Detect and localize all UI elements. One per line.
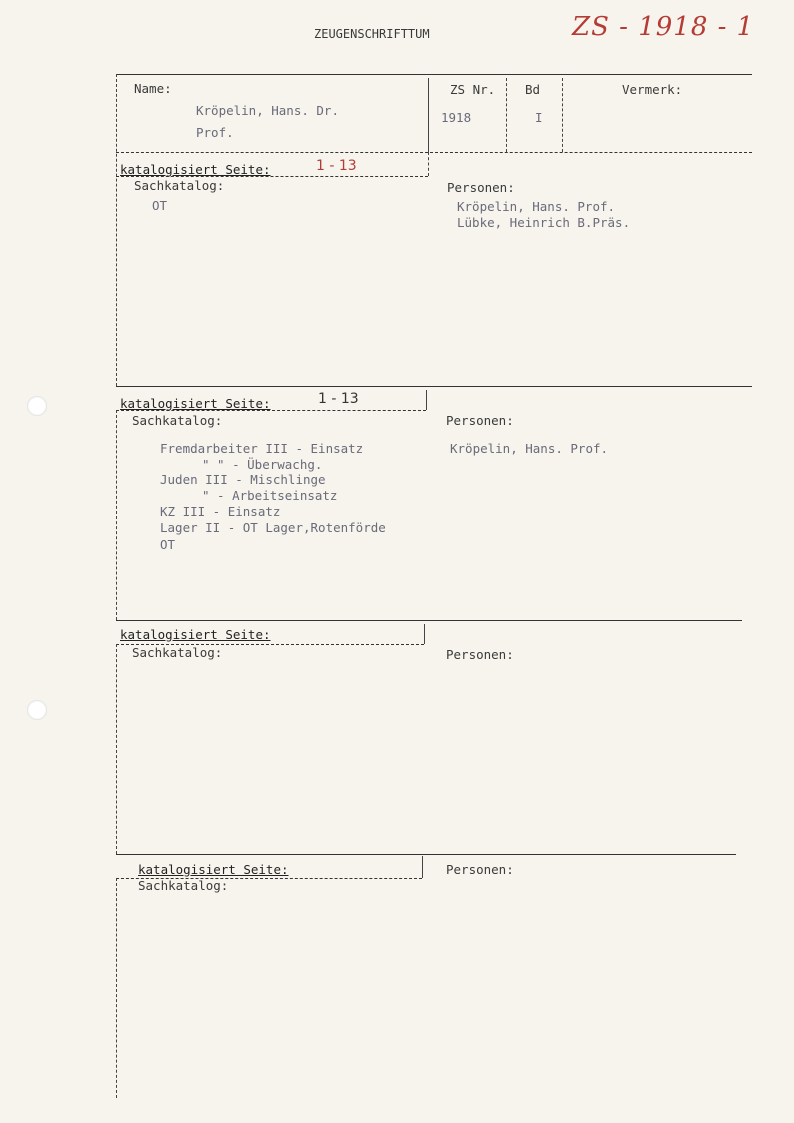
section4-katalog-label: katalogisiert Seite: <box>138 862 289 877</box>
section3-border-left <box>116 644 117 854</box>
section3-sach-label: Sachkatalog: <box>132 645 223 660</box>
handwritten-reference: ZS - 1918 - 1 <box>572 12 755 42</box>
section2-personen-label: Personen: <box>446 413 514 428</box>
section4-border-left <box>116 878 117 1098</box>
section2-person-1: Kröpelin, Hans. Prof. <box>450 441 609 456</box>
name-line-2: Prof. <box>196 125 234 140</box>
page-title: ZEUGENSCHRIFTTUM <box>314 27 430 41</box>
name-label: Name: <box>134 81 172 96</box>
section1-sach-item-1: OT <box>152 198 168 213</box>
top-table-border-bottom <box>116 152 752 153</box>
section3-katalog-divider <box>424 624 425 644</box>
top-table-border-top <box>116 74 752 75</box>
section3-katalog-label: katalogisiert Seite: <box>120 627 271 642</box>
divider-name-zs <box>428 78 429 152</box>
section1-sach-label: Sachkatalog: <box>134 178 225 193</box>
top-table-border-left <box>116 74 117 386</box>
section2-sach-item-6: Lager II - OT Lager,Rotenförde <box>160 520 386 535</box>
section2-katalog-label: katalogisiert Seite: <box>120 396 271 411</box>
section1-border-bottom <box>116 386 752 387</box>
section4-sach-label: Sachkatalog: <box>138 878 229 893</box>
section2-border-bottom <box>116 620 742 621</box>
section2-sach-item-2: " " - Überwachg. <box>202 457 323 472</box>
section1-katalog-label: katalogisiert Seite: <box>120 162 271 177</box>
section2-katalog-divider <box>426 390 427 410</box>
section4-katalog-divider <box>422 856 423 878</box>
bd-label: Bd <box>525 82 541 97</box>
section1-katalog-divider <box>428 152 429 176</box>
punch-hole-top <box>27 396 47 416</box>
section3-border-bottom <box>116 854 736 855</box>
divider-zs-bd <box>506 78 507 152</box>
section2-border-left <box>116 410 117 620</box>
section4-personen-label: Personen: <box>446 862 514 877</box>
zs-nr-label: ZS Nr. <box>450 82 496 97</box>
section1-person-2: Lübke, Heinrich B.Präs. <box>457 215 631 230</box>
section2-sach-label: Sachkatalog: <box>132 413 223 428</box>
zs-nr-value: 1918 <box>441 110 472 125</box>
divider-bd-vermerk <box>562 78 563 152</box>
bd-value: I <box>535 110 543 125</box>
vermerk-label: Vermerk: <box>622 82 683 97</box>
name-line-1: Kröpelin, Hans. Dr. <box>196 103 339 118</box>
punch-hole-bottom <box>27 700 47 720</box>
section2-sach-item-5: KZ III - Einsatz <box>160 504 281 519</box>
section2-sach-item-1: Fremdarbeiter III - Einsatz <box>160 441 364 456</box>
section2-pages: 1 - 13 <box>318 391 359 407</box>
section2-sach-item-7: OT <box>160 537 176 552</box>
section1-person-1: Kröpelin, Hans. Prof. <box>457 199 616 214</box>
section1-pages: 1 - 13 <box>316 158 357 174</box>
section3-personen-label: Personen: <box>446 647 514 662</box>
section2-sach-item-3: Juden III - Mischlinge <box>160 472 326 487</box>
section1-personen-label: Personen: <box>447 180 515 195</box>
section2-sach-item-4: " - Arbeitseinsatz <box>202 488 338 503</box>
